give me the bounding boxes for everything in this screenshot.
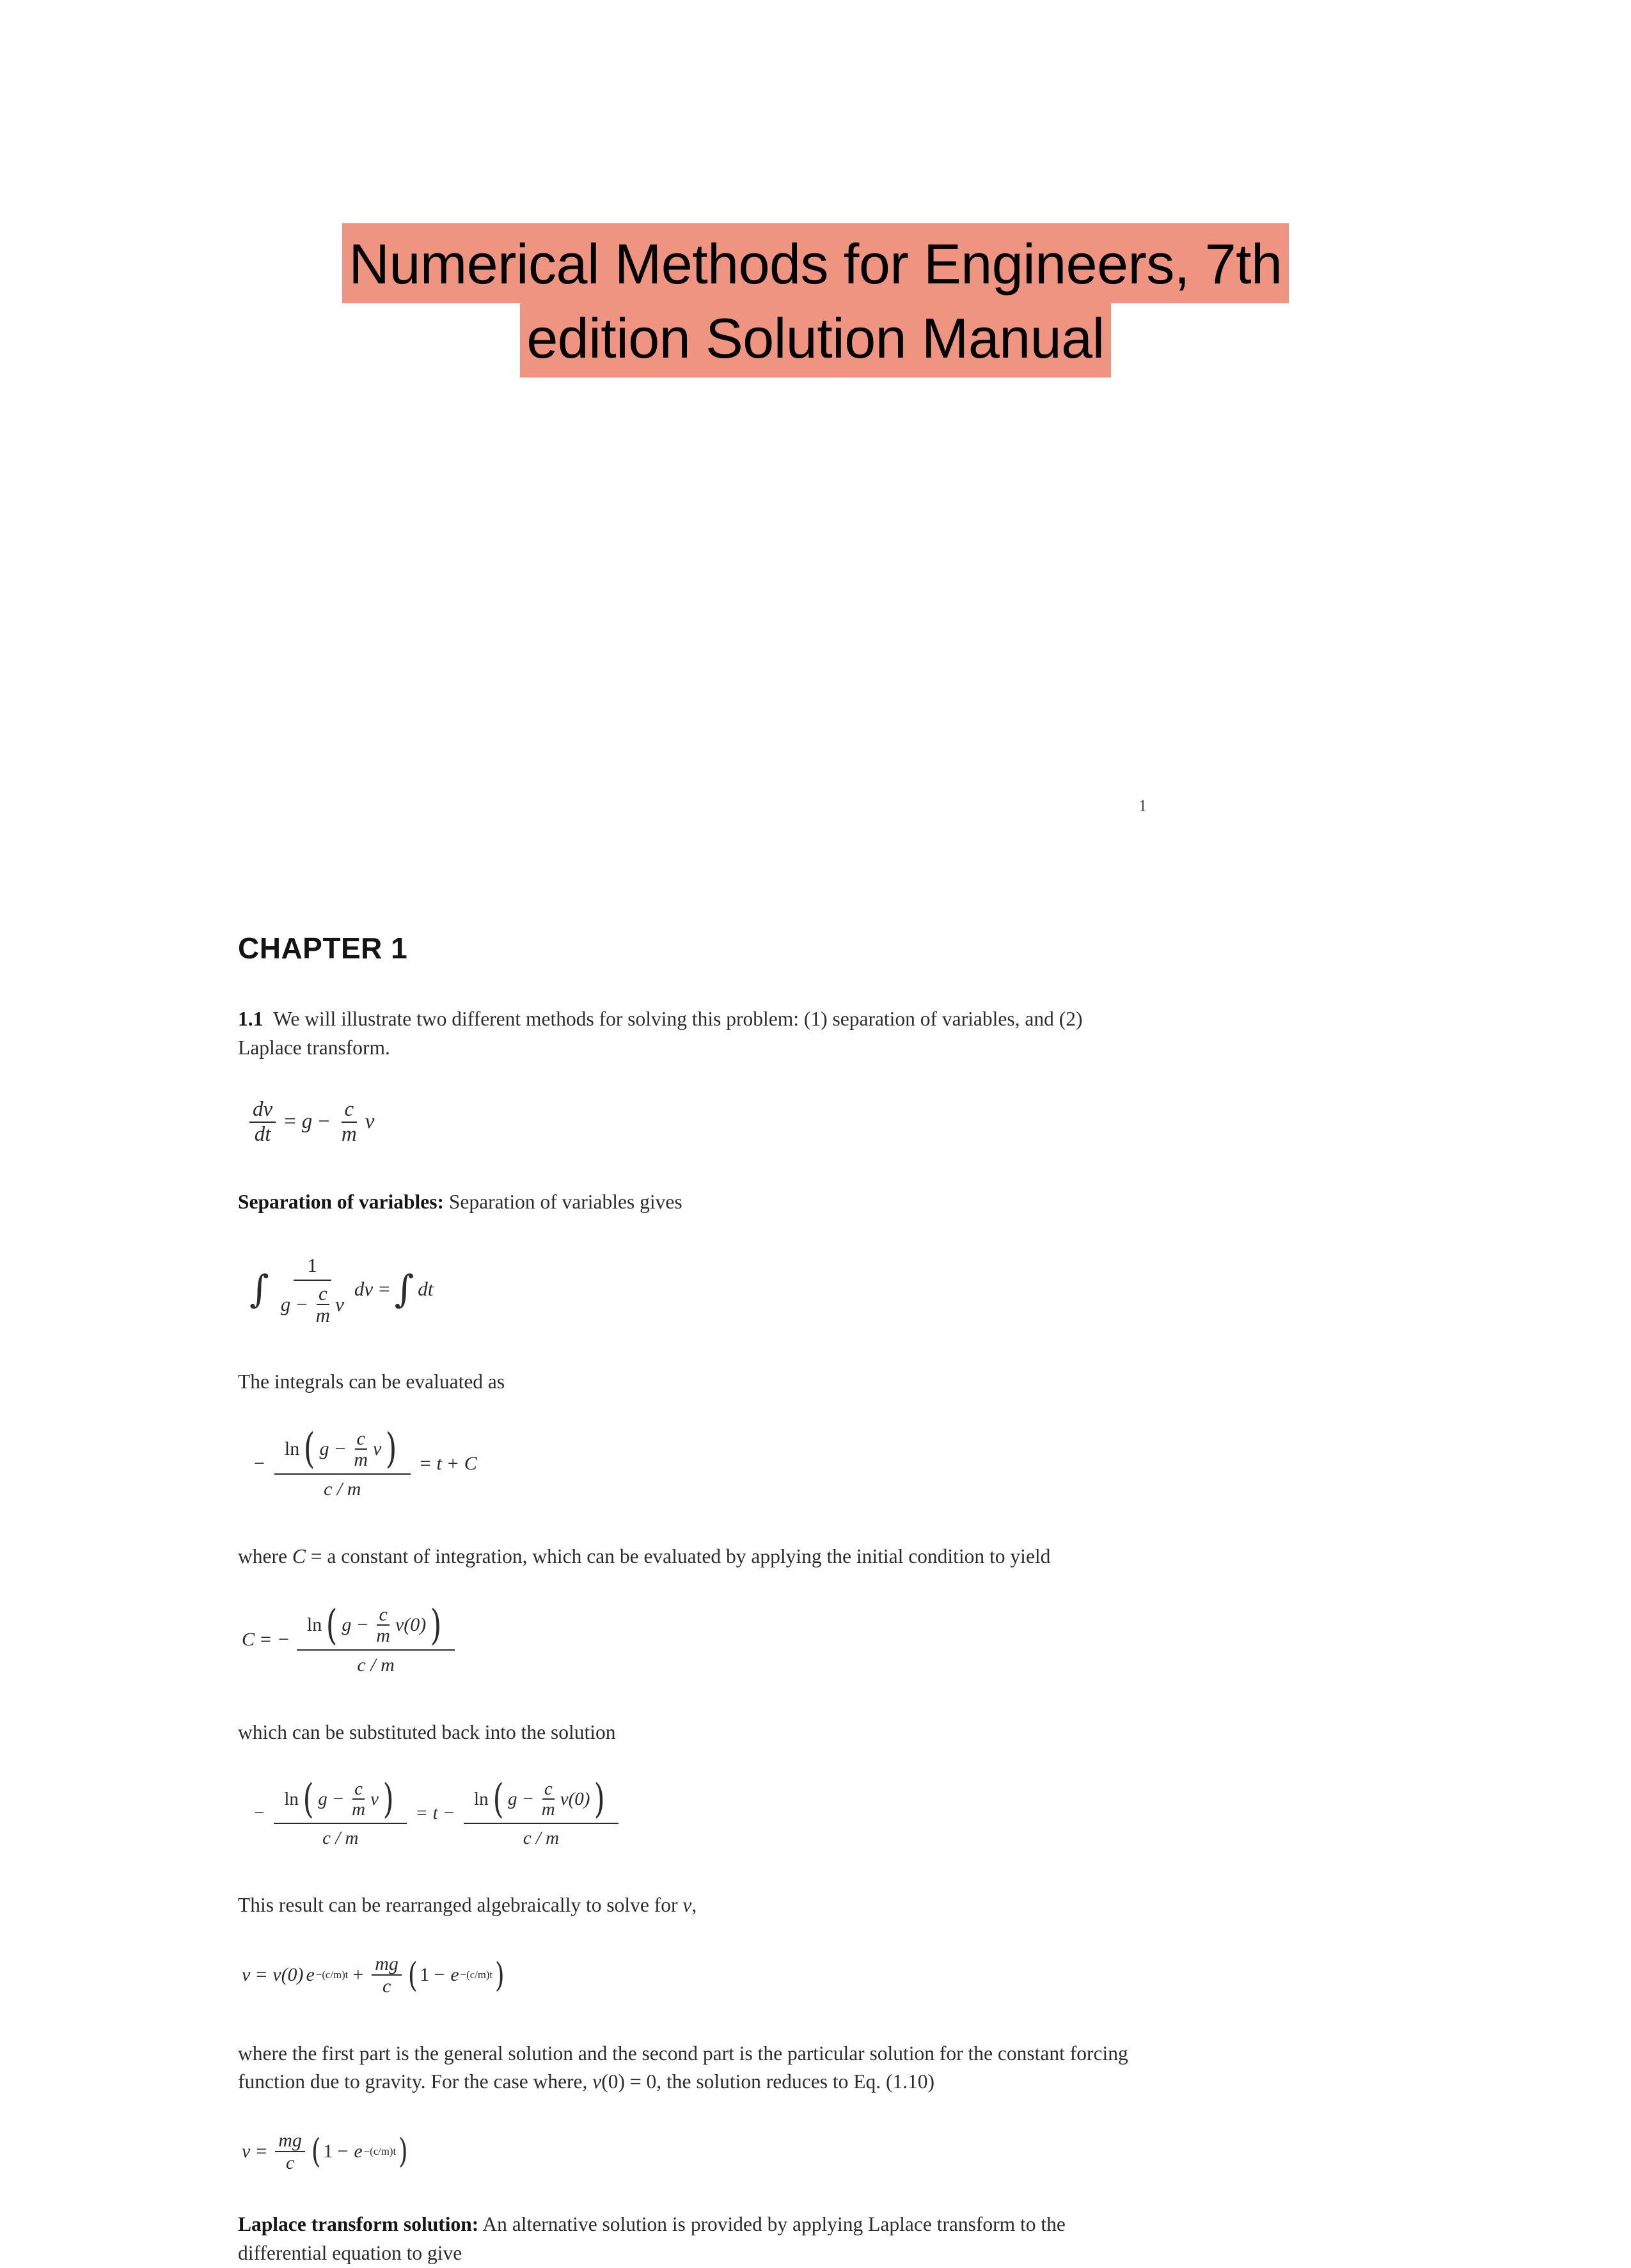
- left-paren: (: [303, 1775, 314, 1823]
- fraction-c-m: [352, 1429, 370, 1470]
- equals-sign: =: [379, 1278, 390, 1301]
- symbol-g: g: [280, 1293, 291, 1316]
- page-number: 1: [1139, 797, 1147, 815]
- natural-log-label: ln: [284, 1438, 300, 1460]
- fraction-denominator: c / m: [357, 1654, 395, 1676]
- symbol-v: v: [242, 2141, 251, 2162]
- fraction-denominator: c: [285, 2152, 295, 2174]
- symbol-e: e: [354, 2141, 363, 2162]
- fraction-c-m: [338, 1098, 360, 1146]
- symbol-v: v: [335, 1293, 344, 1316]
- text-fragment-rest: = a constant of integration, which can be evaluated by applying the initial condition to yield: [310, 1545, 1051, 1568]
- equals-sign: =: [284, 1110, 296, 1134]
- chapter-heading: CHAPTER 1: [238, 932, 408, 965]
- separation-of-variables-lead: Separation of variables:: [238, 1191, 444, 1214]
- symbol-g: g: [319, 1438, 329, 1460]
- minus-sign: −: [333, 1788, 344, 1809]
- fraction-numerator: [274, 1427, 411, 1475]
- fraction-dv-dt: [249, 1098, 276, 1146]
- separation-of-variables-text: Separation of variables gives: [448, 1191, 682, 1214]
- fraction-denominator: c / m: [322, 1828, 359, 1849]
- fraction-numerator: [274, 1775, 407, 1824]
- title-line-1: [0, 227, 1631, 301]
- symbol-v: v: [373, 1438, 382, 1460]
- equals-sign: =: [260, 1629, 271, 1651]
- numeral-one: 1: [307, 1253, 317, 1276]
- fraction-denominator: m: [341, 1122, 357, 1146]
- integral-sign: ∫: [249, 1267, 269, 1312]
- fraction-denominator: m: [354, 1449, 368, 1471]
- symbol-v: v: [365, 1110, 375, 1134]
- fraction-numerator: mg: [372, 1953, 402, 1976]
- plus-sign: +: [447, 1453, 459, 1475]
- fraction-numerator: [297, 1603, 455, 1651]
- exponent: −(c/m)t: [315, 1969, 349, 1981]
- fraction-c-m: [540, 1779, 557, 1819]
- fraction-numerator: c: [355, 1429, 367, 1450]
- minus-sign: −: [335, 1438, 346, 1460]
- scanned-page: [0, 755, 1631, 2265]
- equation-velocity-zero-initial: [240, 2130, 1133, 2173]
- minus-sign: −: [318, 1110, 330, 1134]
- equation-ode: [246, 1098, 1133, 1146]
- minus-sign: −: [278, 1629, 289, 1651]
- fraction-integrand: [274, 1253, 351, 1326]
- right-paren: ): [430, 1601, 442, 1649]
- symbol-C: C: [464, 1453, 477, 1475]
- minus-sign: −: [434, 1964, 445, 1986]
- left-paren: (: [304, 1425, 315, 1473]
- title-line-1-text: Numerical Methods for Engineers, 7th: [342, 223, 1288, 303]
- equals-sign: =: [420, 1453, 431, 1475]
- symbol-g: g: [301, 1110, 313, 1134]
- natural-log-label: ln: [306, 1614, 322, 1636]
- problem-1-1-intro: [238, 1005, 1133, 1062]
- equation-substituted: [249, 1775, 1133, 1849]
- integral-sign: ∫: [394, 1267, 414, 1312]
- fraction-denominator: [274, 1281, 351, 1326]
- fraction-numerator: [294, 1253, 332, 1281]
- equation-integrated: [249, 1427, 1133, 1500]
- fraction-numerator: dv: [249, 1098, 276, 1122]
- symbol-v-zero: v(0): [560, 1788, 590, 1809]
- fraction-numerator: c: [377, 1605, 389, 1626]
- fraction-c-m: [350, 1779, 367, 1819]
- title-line-2-text: edition Solution Manual: [520, 297, 1110, 377]
- left-paren: (: [311, 2132, 321, 2171]
- symbol-g: g: [318, 1788, 327, 1809]
- symbol-e: e: [450, 1964, 459, 1986]
- symbol-t: t: [432, 1803, 438, 1824]
- constant-of-integration-paragraph: [238, 1542, 1133, 1571]
- fraction-mg-c: [372, 1953, 402, 1997]
- minus-sign: −: [337, 2141, 349, 2162]
- natural-log-label: ln: [284, 1788, 299, 1809]
- text-fragment-lead: This result can be rearranged algebraically to solve for: [238, 1894, 678, 1917]
- document-title-banner: [0, 227, 1631, 376]
- symbol-e: e: [306, 1964, 315, 1986]
- fraction-denominator: dt: [254, 1122, 271, 1146]
- equation-constant-C: [240, 1603, 1133, 1676]
- symbol-g: g: [507, 1788, 517, 1809]
- symbol-v-inline: v: [592, 2070, 602, 2093]
- numeral-one: 1: [323, 2141, 333, 2162]
- fraction-ln-over-c-m-left: [274, 1775, 407, 1849]
- text-fragment-comma: ,: [691, 1894, 697, 1917]
- symbol-v-zero: v(0): [395, 1614, 427, 1636]
- equals-sign: =: [256, 2141, 267, 2162]
- laplace-transform-lead: Laplace transform solution:: [238, 2213, 479, 2236]
- symbol-t: t: [436, 1453, 442, 1475]
- leading-minus-sign: −: [254, 1453, 265, 1475]
- problem-intro-text: We will illustrate two different methods for solving this problem: (1) separation of variables, and (2) Laplace transform.: [238, 1008, 1083, 1059]
- exponent: −(c/m)t: [363, 2145, 397, 2158]
- minus-sign: −: [296, 1293, 308, 1316]
- symbol-C: C: [242, 1629, 255, 1651]
- right-paren: ): [594, 1775, 606, 1823]
- integrals-evaluated-paragraph: The integrals can be evaluated as: [238, 1370, 505, 1393]
- equation-separation-integral: [249, 1253, 1133, 1326]
- symbol-g: g: [342, 1614, 352, 1636]
- symbol-v-inline: v: [682, 1894, 692, 1917]
- right-paren: ): [386, 1425, 397, 1473]
- fraction-denominator: c / m: [324, 1479, 361, 1500]
- symbol-v: v: [370, 1788, 379, 1809]
- fraction-denominator: c / m: [523, 1828, 560, 1849]
- symbol-v-zero: v(0): [272, 1964, 304, 1986]
- rearranged-paragraph: [238, 1891, 1133, 1920]
- fraction-numerator: c: [342, 1098, 358, 1122]
- fraction-numerator: c: [317, 1283, 329, 1305]
- differential-dt: dt: [418, 1278, 434, 1301]
- laplace-transform-paragraph: [238, 2210, 1133, 2267]
- minus-sign: −: [523, 1788, 533, 1809]
- fraction-numerator: mg: [275, 2130, 305, 2152]
- fraction-ln-over-c-m-right: [464, 1775, 619, 1849]
- substituted-back-paragraph: which can be substituted back into the solution: [238, 1721, 616, 1744]
- exponent: −(c/m)t: [460, 1969, 493, 1981]
- equation-velocity-general: [240, 1953, 1133, 1997]
- leading-minus-sign: −: [254, 1803, 265, 1824]
- fraction-ln-over-c-m: [297, 1603, 455, 1676]
- fraction-c-m: [374, 1605, 392, 1645]
- right-paren: ): [398, 2132, 408, 2171]
- problem-number: 1.1: [238, 1008, 264, 1030]
- minus-sign: −: [443, 1803, 455, 1824]
- document-column: [238, 755, 1133, 2268]
- fraction-denominator: m: [541, 1799, 555, 1820]
- left-paren: (: [407, 1955, 418, 1995]
- title-line-2: [0, 301, 1631, 376]
- plus-sign: +: [352, 1964, 364, 1986]
- right-paren: ): [382, 1775, 394, 1823]
- symbol-C-inline: C: [292, 1545, 306, 1568]
- natural-log-label: ln: [474, 1788, 489, 1809]
- text-fragment-rest: (0) = 0, the solution reduces to Eq. (1.10): [601, 2070, 935, 2093]
- left-paren: (: [492, 1775, 504, 1823]
- left-paren: (: [326, 1601, 338, 1649]
- fraction-numerator: [464, 1775, 619, 1824]
- fraction-denominator: m: [352, 1799, 366, 1820]
- fraction-denominator: m: [376, 1625, 390, 1647]
- differential-dv: dv: [354, 1278, 374, 1301]
- equals-sign: =: [256, 1964, 267, 1986]
- fraction-ln-over-c-m: [274, 1427, 411, 1500]
- numeral-one: 1: [420, 1964, 430, 1986]
- fraction-numerator: c: [542, 1779, 555, 1800]
- right-paren: ): [495, 1955, 505, 1995]
- minus-sign: −: [357, 1614, 368, 1636]
- fraction-denominator: c: [382, 1976, 391, 1997]
- fraction-c-m: [314, 1283, 332, 1326]
- laplace-transform-text: An alternative solution is provided by applying Laplace transform to the differential equation to give: [238, 2213, 1066, 2265]
- text-fragment-where: where: [238, 1545, 287, 1568]
- equals-sign: =: [416, 1803, 427, 1824]
- text-fragment-lead: where the first part is the general solution and the second part is the particular solution for the constant forcing function due to gravity. For the case where,: [238, 2042, 1128, 2093]
- separation-of-variables-paragraph: [238, 1188, 1133, 1217]
- fraction-mg-c: [275, 2130, 305, 2173]
- fraction-denominator: m: [315, 1304, 331, 1327]
- symbol-v: v: [242, 1964, 251, 1986]
- fraction-numerator: c: [352, 1779, 365, 1800]
- general-particular-paragraph: [238, 2040, 1133, 2097]
